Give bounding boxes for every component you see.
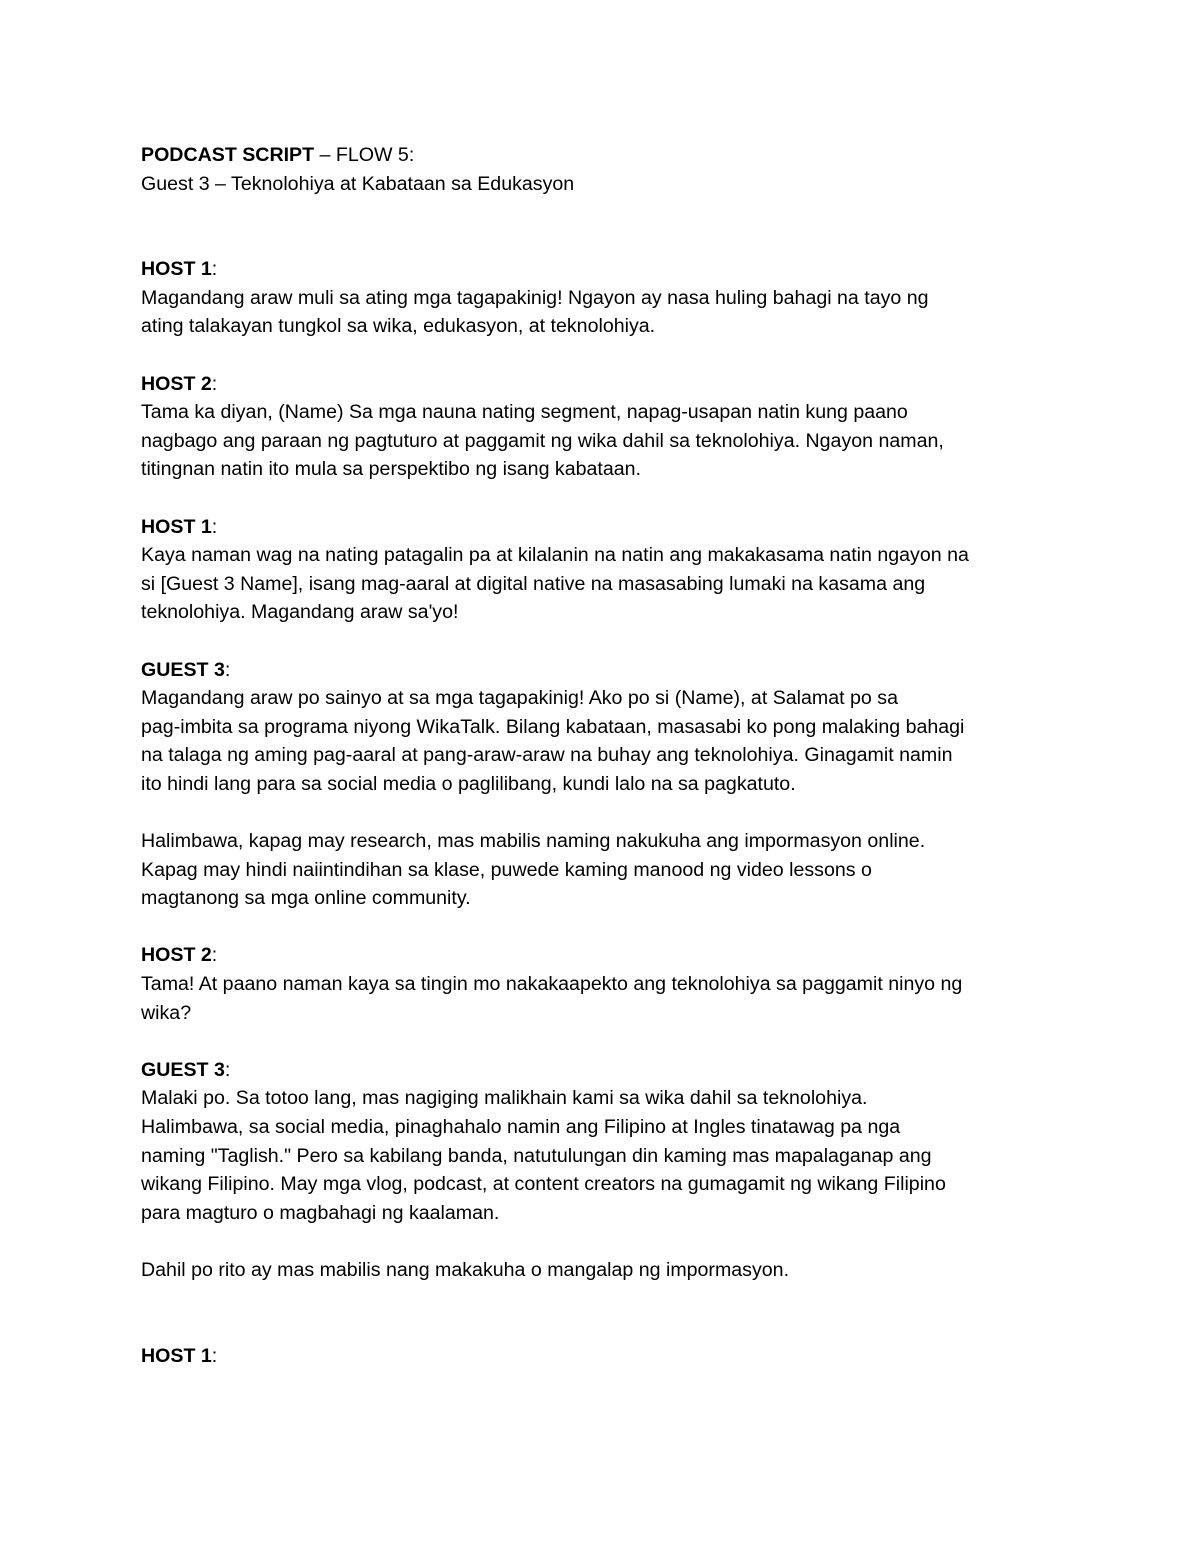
dialogue-line: ating talakayan tungkol sa wika, edukasyon, at teknolohiya. <box>141 315 656 338</box>
dialogue-line: ito hindi lang para sa social media o paglilibang, kundi lalo na sa pagkatuto. <box>141 772 796 795</box>
dialogue-section <box>141 255 1071 341</box>
speaker-colon: : <box>211 515 218 538</box>
speaker-name: GUEST 3 <box>141 658 225 681</box>
spacer <box>141 1227 1071 1256</box>
dialogue-section <box>141 1342 1071 1371</box>
speaker-label <box>141 370 1071 399</box>
dialogue-line: Magandang araw po sainyo at sa mga tagapakinig! Ako po si (Name), at Salamat po sa <box>141 687 898 710</box>
spacer <box>141 484 1071 513</box>
spacer <box>141 627 1071 656</box>
speaker-colon: : <box>211 258 218 281</box>
script-content <box>141 141 1071 1370</box>
spacer <box>141 1285 1071 1342</box>
spacer <box>141 341 1071 370</box>
spacer <box>141 913 1071 942</box>
dialogue-line: Tama! At paano naman kaya sa tingin mo nakakaapekto ang teknolohiya sa paggamit ninyo ng <box>141 973 963 996</box>
dialogue-line: Magandang araw muli sa ating mga tagapakinig! Ngayon ay nasa huling bahagi na tayo ng <box>141 286 929 309</box>
dialogue-section <box>141 513 1071 627</box>
dialogue-line: Halimbawa, sa social media, pinaghahalo namin ang Filipino at Ingles tinatawag pa nga <box>141 1116 901 1138</box>
speaker-colon: : <box>224 658 231 681</box>
document-subtitle: Guest 3 – Teknolohiya at Kabataan sa Edukasyon <box>141 172 575 195</box>
dialogue-line: naming "Taglish." Pero sa kabilang banda, natutulungan din kaming mas mapalaganap ang <box>141 1144 932 1167</box>
speaker-label <box>141 656 1071 685</box>
speaker-name: HOST 1 <box>141 1344 212 1367</box>
speaker-colon: : <box>211 944 218 967</box>
dialogue-section <box>141 370 1071 484</box>
speaker-name: GUEST 3 <box>141 1058 225 1081</box>
speaker-name: HOST 2 <box>141 944 212 967</box>
speaker-colon: : <box>211 1344 218 1367</box>
speaker-colon: : <box>211 372 218 395</box>
speaker-label <box>141 941 1071 970</box>
dialogue-line: wikang Filipino. May mga vlog, podcast, at content creators na gumagamit ng wikang Filipino <box>141 1173 946 1196</box>
title-bold: PODCAST SCRIPT <box>141 144 315 166</box>
title-rest: – FLOW 5: <box>314 144 415 166</box>
dialogue-section <box>141 941 1071 1027</box>
dialogue-line: Kaya naman wag na nating patagalin pa at kilalanin na natin ang makakasama natin ngayon na <box>141 544 969 567</box>
dialogue-line: nagbago ang paraan ng pagtuturo at paggamit ng wika dahil sa teknolohiya. Ngayon naman, <box>141 429 944 452</box>
speaker-label <box>141 1342 1071 1371</box>
speaker-name: HOST 2 <box>141 372 212 395</box>
spacer <box>141 1027 1071 1056</box>
dialogue-line: Tama ka diyan, (Name) Sa mga nauna nating segment, napag-usapan natin kung paano <box>141 401 908 424</box>
dialogue-line: Dahil po rito ay mas mabilis nang makakuha o mangalap ng impormasyon. <box>141 1258 790 1281</box>
dialogue-line: Halimbawa, kapag may research, mas mabilis naming nakukuha ang impormasyon online. <box>141 830 926 853</box>
dialogue-line: wika? <box>141 1001 192 1024</box>
dialogue-section <box>141 1056 1071 1285</box>
dialogue-line: para magturo o magbahagi ng kaalaman. <box>141 1201 500 1224</box>
document-title <box>141 141 1071 170</box>
dialogue-line: Malaki po. Sa totoo lang, mas nagiging malikhain kami sa wika dahil sa teknolohiya. <box>141 1087 868 1110</box>
speaker-label <box>141 1056 1071 1085</box>
dialogue-line: si [Guest 3 Name], isang mag-aaral at digital native na masasabing lumaki na kasama ang <box>141 572 926 595</box>
speaker-label <box>141 255 1071 284</box>
dialogue-section <box>141 656 1071 913</box>
spacer <box>141 798 1071 827</box>
dialogue-line: pag-imbita sa programa niyong WikaTalk. Bilang kabataan, masasabi ko pong malaking bahagi <box>141 715 965 738</box>
speaker-name: HOST 1 <box>141 258 212 281</box>
dialogue-line: Kapag may hindi naiintindihan sa klase, puwede kaming manood ng video lessons o <box>141 858 872 881</box>
speaker-label <box>141 513 1071 542</box>
dialogue-line: teknolohiya. Magandang araw sa'yo! <box>141 601 459 624</box>
speaker-name: HOST 1 <box>141 515 212 538</box>
speaker-colon: : <box>224 1058 231 1081</box>
spacer <box>141 198 1071 255</box>
dialogue-line: na talaga ng aming pag-aaral at pang-araw-araw na buhay ang teknolohiya. Ginagamit namin <box>141 744 953 767</box>
dialogue-line: magtanong sa mga online community. <box>141 887 471 910</box>
dialogue-line: titingnan natin ito mula sa perspektibo ng isang kabataan. <box>141 458 641 481</box>
